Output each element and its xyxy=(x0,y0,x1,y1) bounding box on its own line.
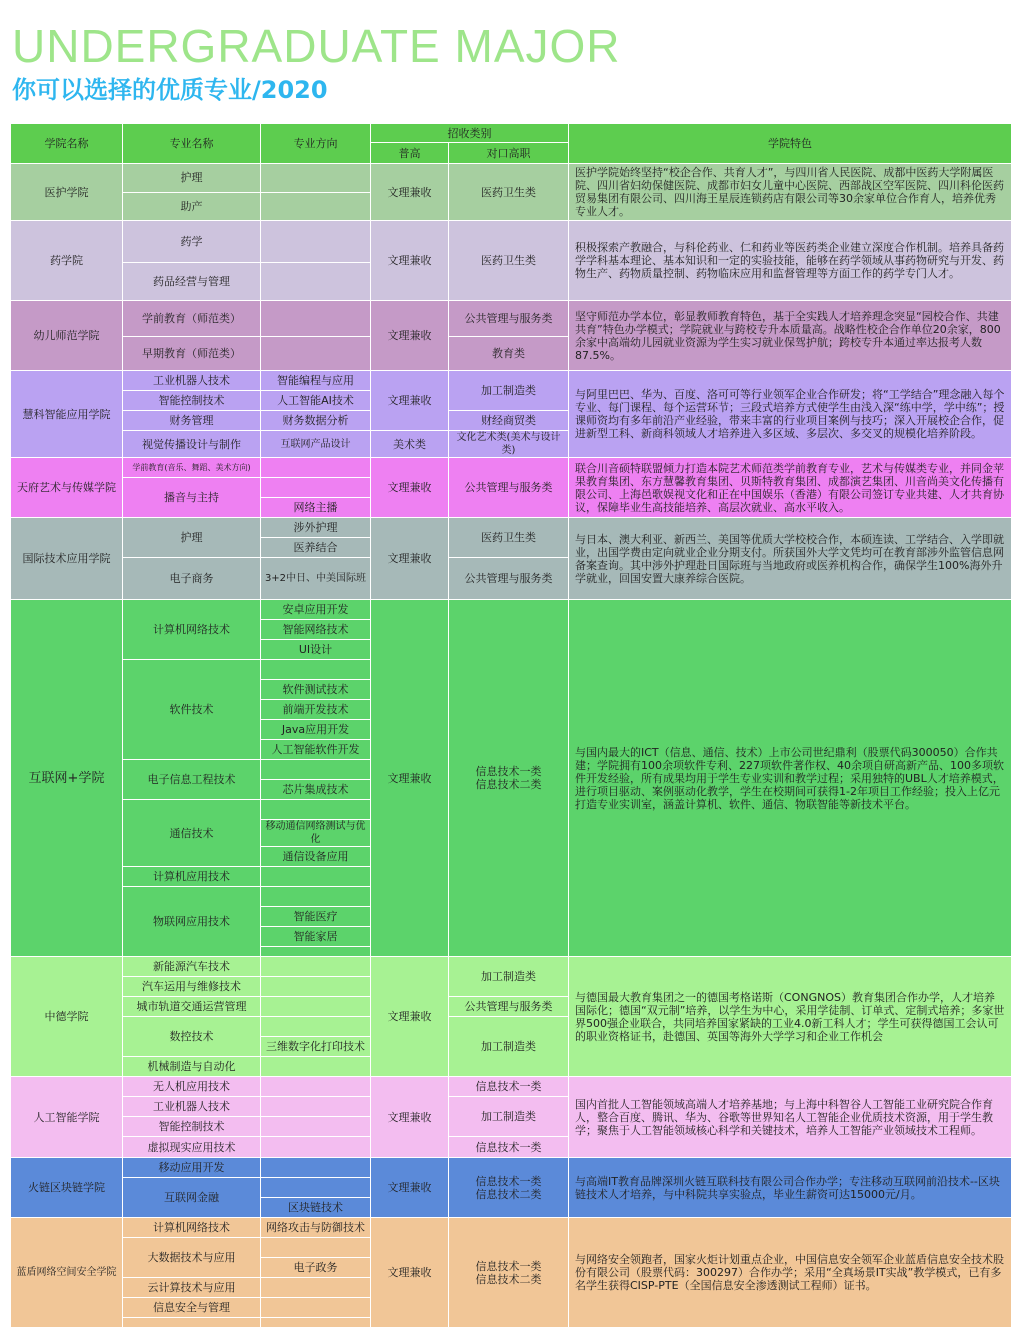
major-name: 智能控制技术 xyxy=(123,1117,261,1137)
major-direction: 智能网络技术 xyxy=(261,620,371,640)
major-direction: 电子政务 xyxy=(261,1258,371,1278)
major-direction xyxy=(261,947,371,957)
enroll-general: 文理兼收 xyxy=(371,164,449,221)
major-table xyxy=(10,123,1012,1328)
college-name: 中德学院 xyxy=(11,957,123,1077)
enroll-vocational xyxy=(449,1158,569,1218)
major-name: 药学 xyxy=(123,221,261,263)
college-name: 人工智能学院 xyxy=(11,1077,123,1158)
enroll-vocational: 医药卫生类 xyxy=(449,164,569,221)
enroll-general: 文理兼收 xyxy=(371,371,449,431)
college-name: 慧科智能应用学院 xyxy=(11,371,123,458)
enroll-vocational: 信息技术一类 xyxy=(449,1077,569,1097)
major-name: 大数据技术与应用 xyxy=(123,1238,261,1278)
major-direction: 区块链技术 xyxy=(261,1198,371,1218)
major-direction: 智能医疗 xyxy=(261,907,371,927)
major-direction: 互联网产品设计 xyxy=(261,431,371,458)
major-direction: 财务数据分析 xyxy=(261,411,371,431)
college-name: 药学院 xyxy=(11,221,123,301)
major-direction: 三维数字化打印技术 xyxy=(261,1037,371,1057)
major-name: 数控技术 xyxy=(123,1017,261,1057)
enroll-vocational: 公共管理与服务类 xyxy=(449,558,569,600)
vocational-line: 信息技术一类 xyxy=(475,1174,542,1188)
enroll-vocational: 加工制造类 xyxy=(449,1097,569,1137)
page-title-cn: 你可以选择的优质专业/2020 xyxy=(12,76,328,104)
major-direction xyxy=(261,1298,371,1318)
major-name: 移动应用开发 xyxy=(123,1158,261,1178)
major-direction xyxy=(261,337,371,371)
major-name: 无人机应用技术 xyxy=(123,1077,261,1097)
major-name: 视觉传播设计与制作 xyxy=(123,431,261,458)
major-name: 计算机网络技术 xyxy=(123,600,261,660)
major-name: 云计算技术与应用 xyxy=(123,1278,261,1298)
major-name: 物联网应用技术 xyxy=(123,887,261,957)
college-feature: 国内首批人工智能领域高端人才培养基地；与上海中科智谷人工智能工业研究院合作育人，整合百度、腾讯、华为、谷歌等世界知名人工智能企业优质技术资源，用于学生教学；聚焦于人工智能领域核心科学和关键技术，培养人工智能产业领域技术工程师。 xyxy=(569,1077,1012,1158)
college-name: 天府艺术与传媒学院 xyxy=(11,458,123,518)
major-direction xyxy=(261,164,371,193)
enroll-vocational: 加工制造类 xyxy=(449,371,569,411)
major-direction: 移动通信网络测试与优化 xyxy=(261,820,371,847)
vocational-line: 信息技术一类 xyxy=(475,765,542,778)
major-direction: 人工智能AI技术 xyxy=(261,391,371,411)
major-direction xyxy=(261,1318,371,1328)
major-direction: 医养结合 xyxy=(261,538,371,558)
enroll-general: 文理兼收 xyxy=(371,301,449,371)
major-name: 虚拟现实应用技术 xyxy=(123,1137,261,1158)
college-name: 幼儿师范学院 xyxy=(11,301,123,371)
major-name: 计算机应用技术 xyxy=(123,867,261,887)
head-enroll: 招收类别 xyxy=(371,124,569,143)
major-direction xyxy=(261,1097,371,1117)
major-direction: 3+2中日、中美国际班 xyxy=(261,558,371,600)
enroll-vocational: 医药卫生类 xyxy=(449,221,569,301)
major-name: 软件技术 xyxy=(123,660,261,760)
major-direction: 网络攻击与防御技术 xyxy=(261,1218,371,1238)
major-direction xyxy=(261,301,371,337)
major-direction xyxy=(261,1158,371,1178)
enroll-vocational: 加工制造类 xyxy=(449,1017,569,1077)
major-name: 财务管理 xyxy=(123,411,261,431)
college-name: 国际技术应用学院 xyxy=(11,518,123,600)
college-feature: 与日本、澳大利亚、新西兰、美国等优质大学校校合作，本硕连读、工学结合、入学即就业，出国学费由定向就业企业分期支付。所获国外大学文凭均可在教育部涉外监管信息网备案查询。其中涉外护理赴日国际班与当地政府或医养机构合作，确保学生100%海外升学就业，回国安置大康养综合医院。 xyxy=(569,518,1012,600)
enroll-vocational: 公共管理与服务类 xyxy=(449,997,569,1017)
major-name: 播音与主持 xyxy=(123,478,261,518)
vocational-line: 信息技术二类 xyxy=(475,778,542,791)
major-direction: 前端开发技术 xyxy=(261,700,371,720)
college-feature: 联合川音硕特联盟倾力打造本院艺术师范类学前教育专业，艺术与传媒类专业，并同金苹果教育集团、东方慧馨教育集团、贝斯特教育集团、成都演艺集团、川音尚美文化传播有限公司、上海邑歌娱视文化和正在中国娱乐（香港）有限公司签订专业共建、人才共育协议，保障毕业生高技能培养、高层次就业、高水平收入。 xyxy=(569,458,1012,518)
major-direction xyxy=(261,977,371,997)
head-vocational: 对口高职 xyxy=(449,143,569,164)
enroll-general: 美术类 xyxy=(371,431,449,458)
major-direction xyxy=(261,221,371,263)
major-name: 护理 xyxy=(123,164,261,193)
major-name xyxy=(123,1318,261,1328)
major-direction: 通信设备应用 xyxy=(261,847,371,867)
major-name: 早期教育（师范类） xyxy=(123,337,261,371)
major-direction xyxy=(261,997,371,1017)
enroll-general: 文理兼收 xyxy=(371,221,449,301)
college-feature: 与国内最大的ICT（信息、通信、技术）上市公司世纪鼎利（股票代码300050）合作共建；学院拥有100余项软件专利、227项软件著作权、40余项自研高新产品、100多项软件开发经验，所有成果均用于学生专业实训和教学过程；采用独特的UBL人才培养模式，进行项目驱动、案例驱动化教学，学生在校期间可获得1-2年项目工作经验；投入上亿元打造专业实训室，涵盖计算机、软件、通信、物联智能等新技术平台。 xyxy=(569,600,1012,957)
college-feature: 与德国最大教育集团之一的德国考格诺斯（CONGNOS）教育集团合作办学，人才培养国际化；德国“双元制”培养，以学生为中心，采用学徒制、订单式、定制式培养；多家世界500强企业联合，共同培养国家紧缺的工业4.0新工科人才；学生可获得德国工会认可的职业资格证书，赴德国、英国等海外大学学习和企业工作机会 xyxy=(569,957,1012,1077)
enroll-vocational xyxy=(449,1218,569,1328)
major-direction xyxy=(261,867,371,887)
major-direction: 智能编程与应用 xyxy=(261,371,371,391)
major-direction: 芯片集成技术 xyxy=(261,780,371,800)
major-name: 通信技术 xyxy=(123,800,261,867)
head-direction: 专业方向 xyxy=(261,124,371,164)
major-direction xyxy=(261,800,371,820)
enroll-vocational: 公共管理与服务类 xyxy=(449,458,569,518)
enroll-general: 文理兼收 xyxy=(371,1077,449,1158)
major-name: 学前教育(音乐、舞蹈、美术方向) xyxy=(123,458,261,478)
college-name: 蓝盾网络空间安全学院 xyxy=(11,1218,123,1328)
head-feature: 学院特色 xyxy=(569,124,1012,164)
college-feature: 医护学院始终坚持“校企合作、共育人才”，与四川省人民医院、成都中医药大学附属医院、四川省妇幼保健医院、成都市妇女儿童中心医院、西部战区空军医院、四川科伦医药贸易集团有限公司、四川海王星辰连锁药店有限公司等30余家单位合作育人，培养优秀专业人才。 xyxy=(569,164,1012,221)
enroll-vocational xyxy=(449,600,569,957)
major-name: 学前教育（师范类） xyxy=(123,301,261,337)
vocational-line: 信息技术一类 xyxy=(475,1259,542,1273)
major-name: 互联网金融 xyxy=(123,1178,261,1218)
major-direction xyxy=(261,1178,371,1198)
major-direction xyxy=(261,957,371,977)
enroll-vocational: 公共管理与服务类 xyxy=(449,301,569,337)
major-name: 护理 xyxy=(123,518,261,558)
college-feature: 坚守师范办学本位，彰显教师教育特色，基于全实践人才培养理念突显“园校合作、共建共育”特色办学模式；学院就业与跨校专升本质量高。战略性校企合作单位20余家，800余家中高端幼儿园就业资源为学生实习就业保驾护航；跨校专升本通过率达报考人数87.5%。 xyxy=(569,301,1012,371)
college-feature: 与高端IT教育品牌深圳火链互联科技有限公司合作办学；专注移动互联网前沿技术--区块链技术人才培养，与中科院共享实验点，毕业生薪资可达15000元/月。 xyxy=(569,1158,1012,1218)
major-direction xyxy=(261,1057,371,1077)
major-direction: 软件测试技术 xyxy=(261,680,371,700)
enroll-general: 文理兼收 xyxy=(371,1218,449,1328)
major-direction: 智能家居 xyxy=(261,927,371,947)
major-direction xyxy=(261,1017,371,1037)
enroll-vocational: 文化艺术类(美术与设计类) xyxy=(449,431,569,458)
major-direction xyxy=(261,1137,371,1158)
major-direction xyxy=(261,660,371,680)
enroll-vocational: 医药卫生类 xyxy=(449,518,569,558)
head-college: 学院名称 xyxy=(11,124,123,164)
major-direction: 人工智能软件开发 xyxy=(261,740,371,760)
enroll-vocational: 财经商贸类 xyxy=(449,411,569,431)
major-direction: 涉外护理 xyxy=(261,518,371,538)
major-name: 工业机器人技术 xyxy=(123,1097,261,1117)
college-feature: 积极探索产教融合，与科伦药业、仁和药业等医药类企业建立深度合作机制。培养具备药学学科基本理论、基本知识和一定的实验技能，能够在药学领域从事药物研究与开发、药物生产、药物质量控制、药物临床应用和监督管理等方面工作的药学专门人才。 xyxy=(569,221,1012,301)
page-title-en: UNDERGRADUATE MAJOR xyxy=(12,20,621,72)
enroll-general: 文理兼收 xyxy=(371,458,449,518)
major-direction xyxy=(261,760,371,780)
enroll-vocational: 加工制造类 xyxy=(449,957,569,997)
major-name: 药品经营与管理 xyxy=(123,263,261,301)
college-feature: 与阿里巴巴、华为、百度、洛可可等行业领军企业合作研发；将“工学结合”理念融入每个专业、每门课程、每个运营环节；三段式培养方式使学生由浅入深“练中学，学中练”；授课师资均有多年前沿产业经验，带来丰富的行业项目案例与技巧；深入开展校企合作，促进新型工科、新商科领域人才培养进入多区域、多层次、多交叉的规模化培养阶段。 xyxy=(569,371,1012,458)
enroll-general: 文理兼收 xyxy=(371,1158,449,1218)
major-direction xyxy=(261,1117,371,1137)
major-direction: 网络主播 xyxy=(261,498,371,518)
enroll-general: 文理兼收 xyxy=(371,518,449,600)
major-direction xyxy=(261,478,371,498)
major-direction: UI设计 xyxy=(261,640,371,660)
major-direction xyxy=(261,458,371,478)
major-name: 电子商务 xyxy=(123,558,261,600)
major-name: 汽车运用与维修技术 xyxy=(123,977,261,997)
major-name: 智能控制技术 xyxy=(123,391,261,411)
major-name: 新能源汽车技术 xyxy=(123,957,261,977)
college-feature: 与网络安全领跑者，国家火炬计划重点企业，中国信息安全领军企业蓝盾信息安全技术股份有限公司（股票代码：300297）合作办学；采用“全真场景IT实战”教学模式，已有多名学生获得CISP-PTE（全国信息安全渗透测试工程师）证书。 xyxy=(569,1218,1012,1328)
major-direction: Java应用开发 xyxy=(261,720,371,740)
major-name: 工业机器人技术 xyxy=(123,371,261,391)
head-major: 专业名称 xyxy=(123,124,261,164)
enroll-vocational: 信息技术一类 xyxy=(449,1137,569,1158)
major-name: 计算机网络技术 xyxy=(123,1218,261,1238)
major-direction: 安卓应用开发 xyxy=(261,600,371,620)
major-name: 信息安全与管理 xyxy=(123,1298,261,1318)
major-name: 助产 xyxy=(123,192,261,221)
major-direction xyxy=(261,887,371,907)
enroll-general: 文理兼收 xyxy=(371,600,449,957)
major-direction xyxy=(261,1238,371,1258)
major-direction xyxy=(261,192,371,221)
head-general: 普高 xyxy=(371,143,449,164)
major-name: 机械制造与自动化 xyxy=(123,1057,261,1077)
major-direction xyxy=(261,1278,371,1298)
enroll-general: 文理兼收 xyxy=(371,957,449,1077)
enroll-vocational: 教育类 xyxy=(449,337,569,371)
major-name: 城市轨道交通运营管理 xyxy=(123,997,261,1017)
college-name: 互联网+学院 xyxy=(11,600,123,957)
college-name: 医护学院 xyxy=(11,164,123,221)
vocational-line: 信息技术二类 xyxy=(475,1187,542,1201)
major-name: 电子信息工程技术 xyxy=(123,760,261,800)
major-direction xyxy=(261,1077,371,1097)
college-name: 火链区块链学院 xyxy=(11,1158,123,1218)
vocational-line: 信息技术二类 xyxy=(475,1272,542,1286)
major-direction xyxy=(261,263,371,301)
